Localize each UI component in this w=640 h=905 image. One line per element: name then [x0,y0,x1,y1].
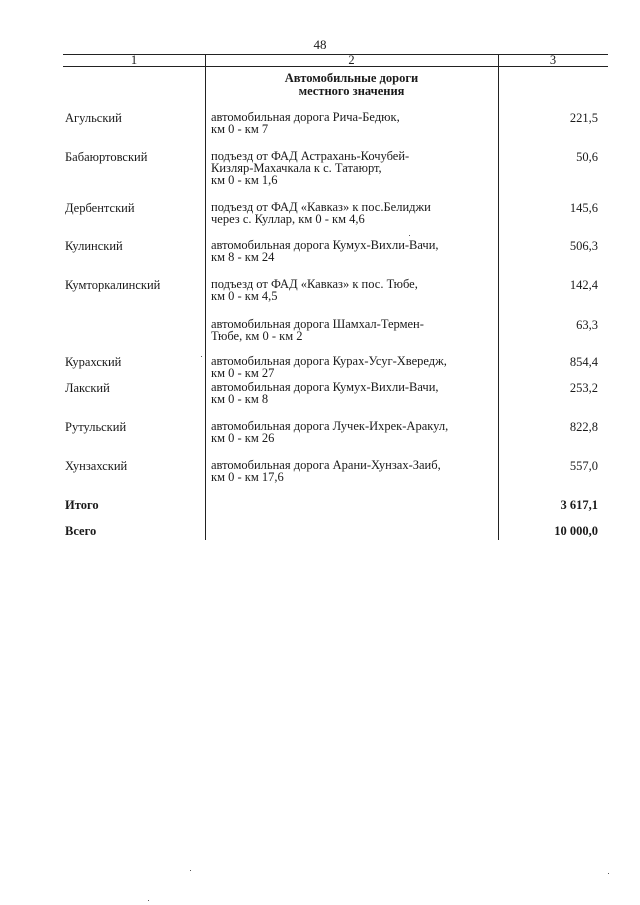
road-cell: подъезд от ФАД Астрахань-Кочубей- Кизляр-Махачкала к с. Татаюрт, км 0 - км 1,6 [211,149,410,187]
road-cell: автомобильная дорога Рича-Бедюк, км 0 - км 7 [211,110,400,136]
scan-speck [409,235,410,236]
column-header-1: 1 [130,53,138,67]
road-cell: автомобильная дорога Шамхал-Термен- Тюбе, км 0 - км 2 [211,317,424,343]
section-title [205,72,498,98]
section-title-line-1: Автомобильные дороги [284,71,419,85]
amount-cell: 557,0 [569,459,598,473]
district-cell: Дербентский [65,201,135,215]
scan-speck [201,356,202,357]
road-cell: автомобильная дорога Курах-Усуг-Хвередж, км 0 - км 27 [211,354,447,380]
district-cell: Бабаюртовский [65,150,148,164]
road-cell: автомобильная дорога Кумух-Вихли-Вачи, км 0 - км 8 [211,380,439,406]
road-cell: подъезд от ФАД «Кавказ» к пос. Тюбе, км 0 - км 4,5 [211,277,418,303]
amount-cell: 145,6 [569,201,598,215]
amount-cell: 506,3 [569,239,598,253]
district-cell: Рутульский [65,420,127,434]
page-number: 48 [313,37,327,52]
scan-speck [148,900,149,901]
road-cell: автомобильная дорога Кумух-Вихли-Вачи, км 8 - км 24 [211,238,439,264]
district-cell: Агульский [65,111,122,125]
total-value: 10 000,0 [554,524,598,538]
district-cell: Кулинский [65,239,123,253]
district-cell: Хунзахский [65,459,128,473]
district-cell: Кумторкалинский [65,278,161,292]
total-label: Всего [65,524,97,538]
amount-cell: 142,4 [569,278,598,292]
amount-cell: 63,3 [576,318,598,332]
column-divider-1 [205,54,206,540]
column-header-3: 3 [549,53,557,67]
district-cell: Лакский [65,381,110,395]
road-cell: автомобильная дорога Арани-Хунзах-Заиб, км 0 - км 17,6 [211,458,441,484]
road-cell: автомобильная дорога Лучек-Ихрек-Аракул, км 0 - км 26 [211,419,449,445]
section-title-line-2: местного значения [298,84,405,98]
amount-cell: 854,4 [569,355,598,369]
amount-cell: 50,6 [576,150,598,164]
scan-speck [190,870,191,871]
subtotal-value: 3 617,1 [560,498,598,512]
scan-speck [608,873,609,874]
amount-cell: 822,8 [569,420,598,434]
amount-cell: 253,2 [569,381,598,395]
road-cell: подъезд от ФАД «Кавказ» к пос.Белиджи через с. Куллар, км 0 - км 4,6 [211,200,431,226]
subtotal-label: Итого [65,498,99,512]
header-bottom-rule [63,66,608,67]
column-header-2: 2 [348,53,355,67]
district-cell: Курахский [65,355,122,369]
amount-cell: 221,5 [569,111,598,125]
allocation-table [63,54,608,540]
